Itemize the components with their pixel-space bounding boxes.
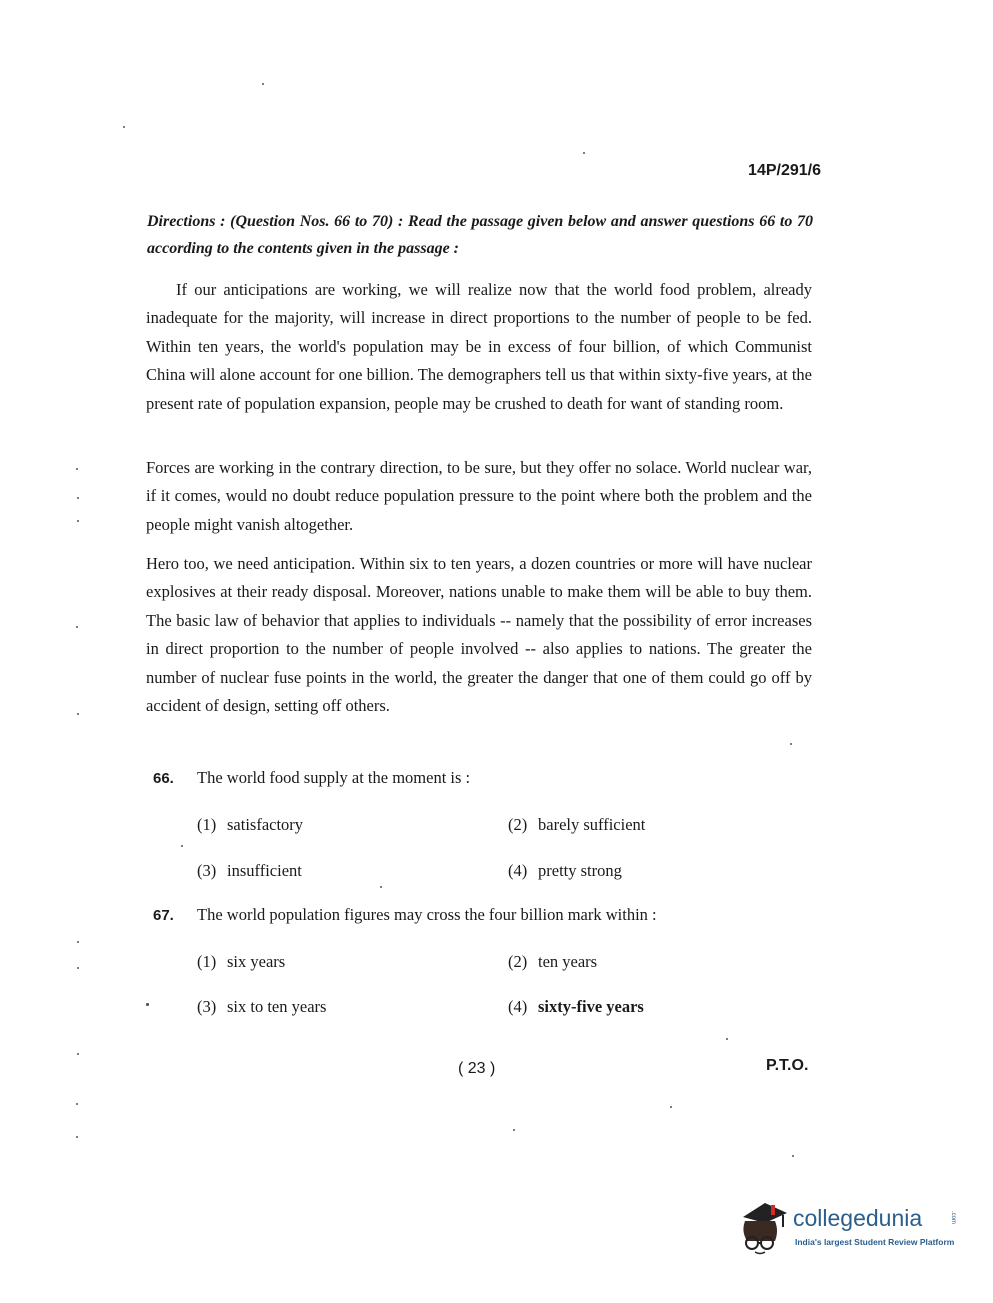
option-text: six to ten years xyxy=(227,997,327,1016)
question-text: The world population figures may cross the four billion mark within : xyxy=(197,905,657,924)
pto-label: P.T.O. xyxy=(766,1057,809,1074)
logo-wordmark: collegedunia xyxy=(793,1205,923,1231)
scan-speck xyxy=(513,1129,515,1131)
option-text: ten years xyxy=(538,952,598,971)
page-code: 14P/291/6 xyxy=(748,162,821,179)
option-text: pretty strong xyxy=(538,861,622,880)
scan-speck xyxy=(380,886,382,888)
scan-speck xyxy=(77,520,79,522)
question-text: The world food supply at the moment is : xyxy=(197,768,471,787)
option-text: satisfactory xyxy=(227,815,304,834)
mascot-icon xyxy=(735,1195,791,1257)
option-text: sixty-five years xyxy=(538,997,644,1016)
option-66-3[interactable] xyxy=(197,861,302,881)
option-67-4[interactable] xyxy=(508,997,644,1017)
option-67-3[interactable] xyxy=(197,997,326,1017)
option-text: barely sufficient xyxy=(538,815,646,834)
scan-speck xyxy=(76,626,78,628)
passage-paragraph-2: Forces are working in the contrary direction, to be sure, but they offer no solace. World nuclear war, if it comes, would no doubt reduce population pressure to the point where both the problem and the people might vanish altogether. xyxy=(146,458,812,534)
option-66-2[interactable] xyxy=(508,815,645,835)
scan-speck xyxy=(790,743,792,745)
option-number: (4) xyxy=(508,997,528,1016)
directions: Directions : (Question Nos. 66 to 70) : Read the passage given below and answer questions 66 to 70 according to the contents given in the passage : xyxy=(147,213,813,257)
scan-speck xyxy=(77,497,79,499)
scan-speck xyxy=(76,468,78,470)
scan-speck xyxy=(77,713,79,715)
scan-speck xyxy=(77,967,79,969)
scan-speck xyxy=(726,1038,728,1040)
question-number: 66. xyxy=(153,770,174,787)
scan-speck xyxy=(77,1053,79,1055)
option-number: (3) xyxy=(197,861,217,880)
scan-speck xyxy=(146,1003,149,1006)
page-number: ( 23 ) xyxy=(458,1060,496,1077)
option-66-1[interactable] xyxy=(197,815,303,835)
option-text: insufficient xyxy=(227,861,302,880)
scan-speck xyxy=(123,126,125,128)
option-number: (1) xyxy=(197,815,217,834)
scan-speck xyxy=(262,83,264,85)
scan-speck xyxy=(76,1103,78,1105)
collegedunia-logo[interactable] xyxy=(735,1195,965,1265)
option-number: (1) xyxy=(197,952,217,971)
logo-suffix: .com xyxy=(950,1211,956,1225)
passage-paragraph-1: If our anticipations are working, we will realize now that the world food problem, already inadequate for the majority, will increase in direct proportions to the number of people to be fed. Within ten years, the world's population may be in excess of four billion, of which Communist China will alone account for one billion. The demographers tell us that within sixty-five years, at the present rate of population expansion, people may be crushed to death for want of standing room. xyxy=(146,280,812,413)
question-67 xyxy=(153,905,813,925)
logo-tagline: India's largest Student Review Platform xyxy=(795,1237,955,1247)
scan-speck xyxy=(583,152,585,154)
question-number: 67. xyxy=(153,907,174,924)
scan-speck xyxy=(670,1106,672,1108)
scan-speck xyxy=(76,1136,78,1138)
option-67-1[interactable] xyxy=(197,952,285,972)
option-number: (2) xyxy=(508,815,528,834)
passage-paragraph-3: Hero too, we need anticipation. Within six to ten years, a dozen countries or more will have nuclear explosives at their ready disposal. Moreover, nations unable to make them will be able to buy them. The basic law of behavior that applies to individuals -- namely that the possibility of error increases in direct proportion to the number of people involved -- also applies to nations. The greater the number of nuclear fuse points in the world, the greater the danger that one of them could go off by accident of design, setting off others. xyxy=(146,554,812,716)
question-66 xyxy=(153,768,813,788)
option-66-4[interactable] xyxy=(508,861,622,881)
option-67-2[interactable] xyxy=(508,952,597,972)
scan-speck xyxy=(77,941,79,943)
option-number: (4) xyxy=(508,861,528,880)
scan-speck xyxy=(792,1155,794,1157)
option-number: (2) xyxy=(508,952,528,971)
option-text: six years xyxy=(227,952,286,971)
option-number: (3) xyxy=(197,997,217,1016)
scan-speck xyxy=(181,845,183,847)
